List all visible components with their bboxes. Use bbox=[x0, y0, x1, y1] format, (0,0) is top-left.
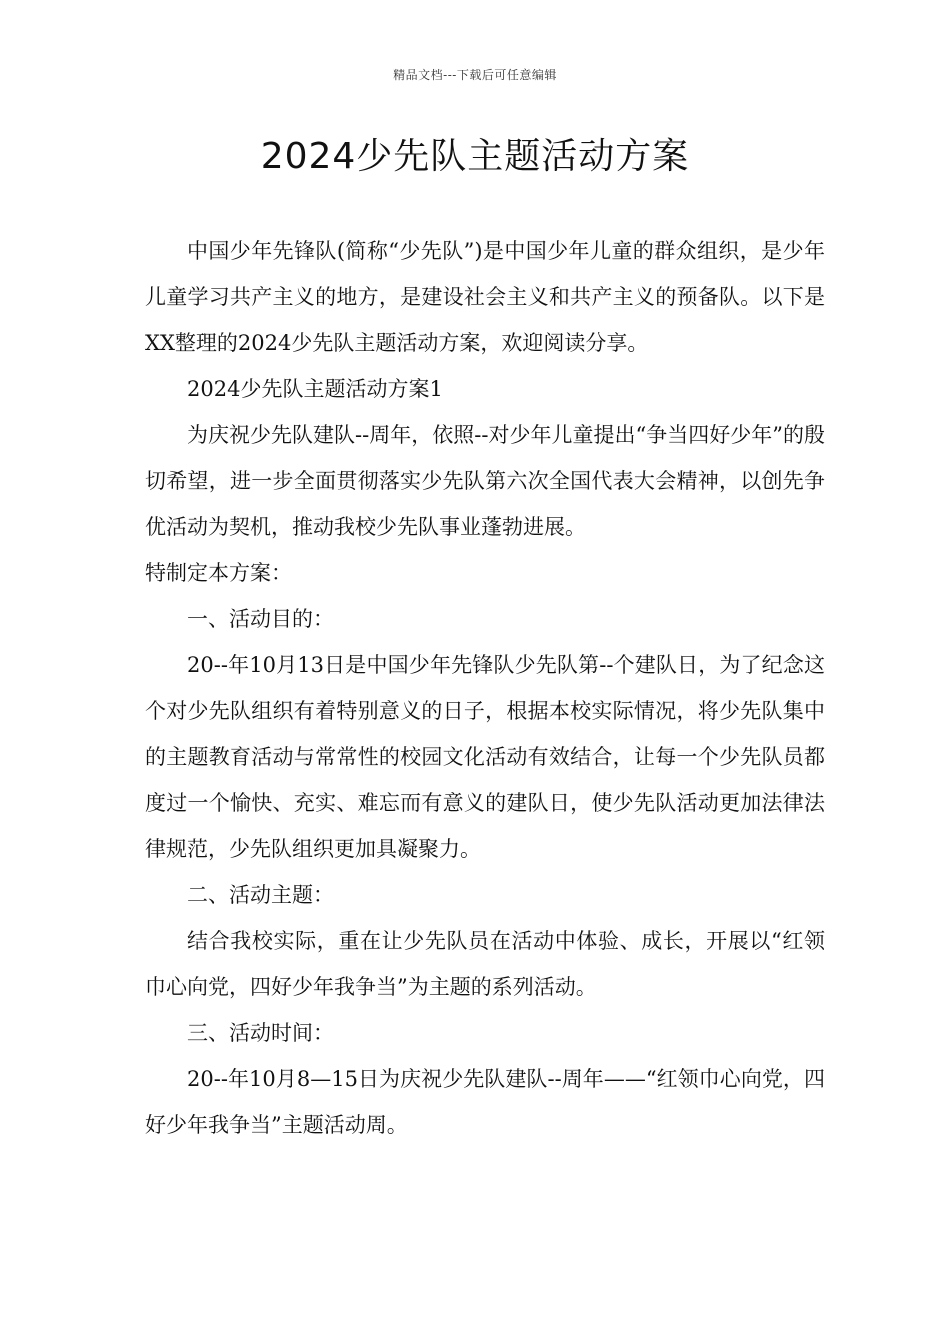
plan-purpose-paragraph: 为庆祝少先队建队--周年，依照--对少年儿童提出“争当四好少年”的殷切希望，进一步全面贯彻落实少先队第六次全国代表大会精神，以创先争优活动为契机，推动我校少先队事业蓬勃进展。 bbox=[145, 423, 825, 539]
activity-goal-paragraph: 20--年10月13日是中国少年先锋队少先队第--个建队日，为了纪念这个对少先队组织有着特别意义的日子，根据本校实际情况，将少先队集中的主题教育活动与常常性的校园文化活动有效结合，让每一个少先队员都度过一个愉快、充实、难忘而有意义的建队日，使少先队活动更加法律法律规范，少先队组织更加具凝聚力。 bbox=[145, 653, 825, 861]
plan-statement: 特制定本方案： bbox=[145, 561, 292, 585]
heading-activity-theme: 二、活动主题： bbox=[187, 883, 334, 907]
document-title: 2024少先队主题活动方案 bbox=[260, 136, 690, 177]
document-body bbox=[145, 228, 825, 1148]
activity-time-paragraph: 20--年10月8—15日为庆祝少先队建队--周年——“红领巾心向党，四好少年我争当”主题活动周。 bbox=[145, 1067, 825, 1137]
header-note: 精品文档---下载后可任意编辑 bbox=[393, 68, 557, 82]
heading-activity-goal: 一、活动目的： bbox=[187, 607, 334, 631]
intro-paragraph: 中国少年先锋队(简称“少先队”)是中国少年儿童的群众组织，是少年儿童学习共产主义的地方，是建设社会主义和共产主义的预备队。以下是XX整理的2024少先队主题活动方案，欢迎阅读分享。 bbox=[145, 239, 825, 355]
section-heading-plan-1: 2024少先队主题活动方案1 bbox=[187, 377, 443, 401]
heading-activity-time: 三、活动时间： bbox=[187, 1021, 334, 1045]
activity-theme-paragraph: 结合我校实际，重在让少先队员在活动中体验、成长，开展以“红领巾心向党，四好少年我争当”为主题的系列活动。 bbox=[145, 929, 825, 999]
